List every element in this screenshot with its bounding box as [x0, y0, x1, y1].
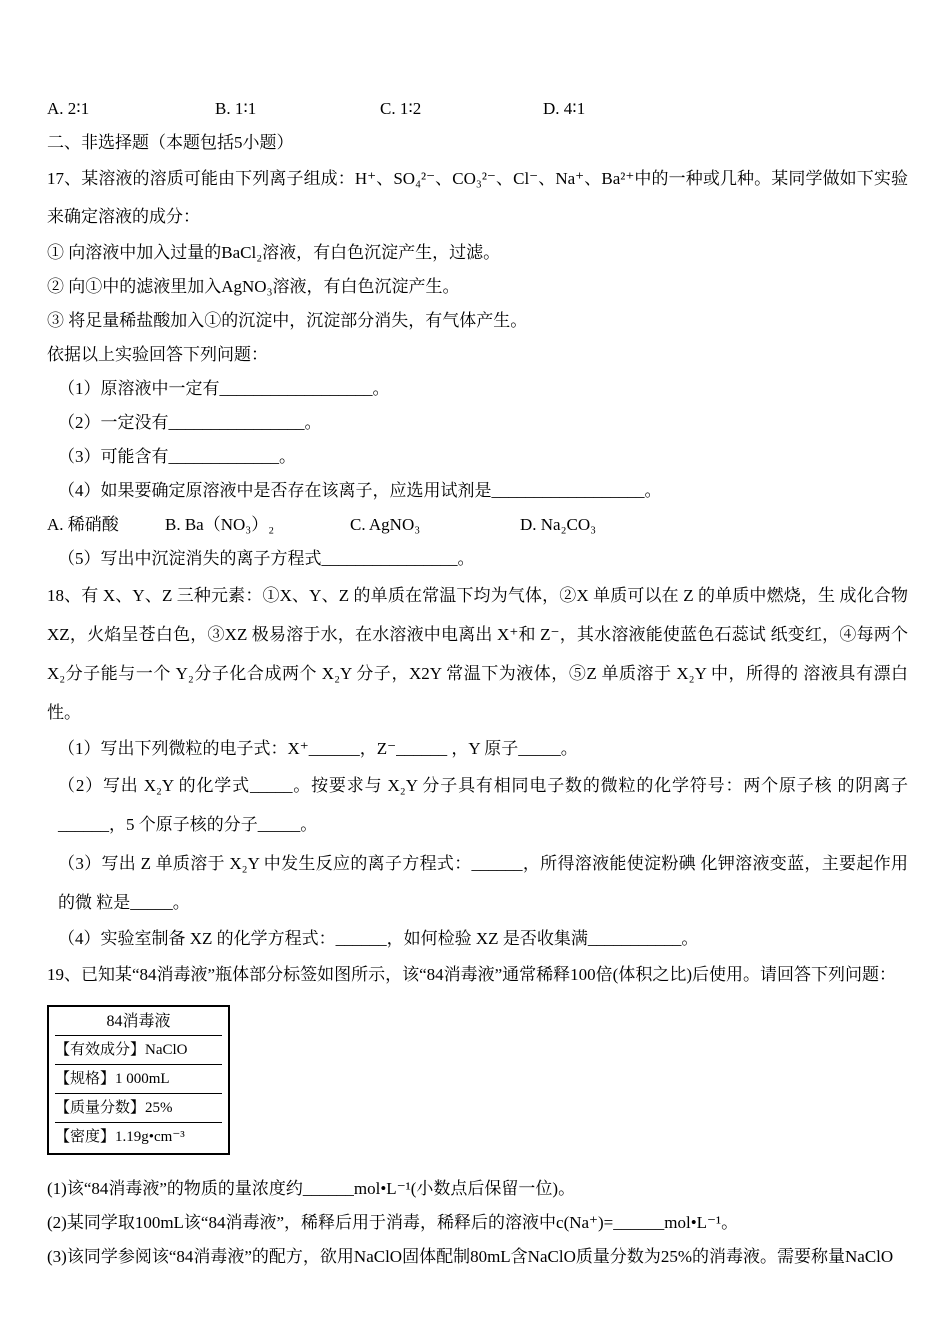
question-17-sub-4: （4）如果要确定原溶液中是否存在该离子，应选用试剂是__________________。	[58, 481, 662, 500]
mc-option-d: D. 4∶1	[543, 99, 586, 118]
question-17-sub-3: （3）可能含有_____________。	[58, 447, 296, 466]
question-17-sub-2: （2）一定没有________________。	[58, 413, 322, 432]
section-header: 二、非选择题（本题包括5小题）	[47, 133, 294, 152]
label-row-density: 【密度】1.19g•cm⁻³	[55, 1129, 185, 1145]
q17-option-a: A. 稀硝酸	[47, 515, 119, 534]
disinfectant-label-box	[47, 1005, 230, 1155]
question-19-sub-3: (3)该同学参阅该“84消毒液”的配方，欲用NaClO固体配制80mL含NaClO质量分数为25%的消毒液。需要称量NaClO	[47, 1247, 894, 1266]
q17-option-d: D. Na₂CO₃	[520, 515, 597, 534]
question-19-intro: 19、已知某“84消毒液”瓶体部分标签如图所示，该“84消毒液”通常稀释100倍(体积之比)后使用。请回答下列问题：	[47, 965, 897, 984]
question-18-sub-2: （2）写出 X₂Y 的化学式_____。按要求与 X₂Y 分子具有相同电子数的微粒的化学符号：两个原子核 的阴离子______，5 个原子核的分子_____。	[58, 776, 908, 834]
question-18-sub-1: （1）写出下列微粒的电子式：X⁺______，Z⁻______ ，Y 原子_____。	[58, 739, 578, 758]
question-17-intro: 17、某溶液的溶质可能由下列离子组成：H⁺、SO₄²⁻、CO₃²⁻、Cl⁻、Na⁺、Ba²⁺中的一种或几种。某同学做如下实验来确定溶液的成分：	[47, 169, 908, 226]
question-19-sub-2: (2)某同学取100mL该“84消毒液”，稀释后用于消毒，稀释后的溶液中c(Na⁺)=______mol•L⁻¹。	[47, 1213, 739, 1232]
question-17-sub-5: （5）写出中沉淀消失的离子方程式________________。	[58, 549, 475, 568]
label-row-volume: 【规格】1 000mL	[55, 1065, 222, 1094]
question-17-sub-1: （1）原溶液中一定有__________________。	[58, 379, 390, 398]
mc-options-row	[47, 92, 908, 126]
question-17-options-row	[47, 508, 908, 542]
mc-option-b: B. 1∶1	[215, 99, 257, 118]
label-title: 84消毒液	[55, 1008, 222, 1036]
q17-option-c: C. AgNO₃	[350, 515, 421, 534]
question-17-step-3: ③ 将足量稀盐酸加入①的沉淀中，沉淀部分消失，有气体产生。	[47, 311, 528, 330]
q17-option-b: B. Ba（NO₃）₂	[165, 515, 275, 534]
question-17-step-2: ② 向①中的滤液里加入AgNO₃溶液，有白色沉淀产生。	[47, 277, 460, 296]
label-row-mass-fraction: 【质量分数】25%	[55, 1094, 222, 1123]
question-18-sub-3: （3）写出 Z 单质溶于 X₂Y 中发生反应的离子方程式：______，所得溶液能使淀粉碘 化钾溶液变蓝，主要起作用的微 粒是_____。	[58, 854, 908, 912]
question-19-sub-1: (1)该“84消毒液”的物质的量浓度约______mol•L⁻¹(小数点后保留一位)。	[47, 1179, 576, 1198]
question-17-prompt: 依据以上实验回答下列问题：	[47, 345, 268, 364]
mc-option-a: A. 2∶1	[47, 99, 90, 118]
question-18-intro: 18、有 X、Y、Z 三种元素：①X、Y、Z 的单质在常温下均为气体，②X 单质可以在 Z 的单质中燃烧，生 成化合物 XZ，火焰呈苍白色，③XZ 极易溶于水，在水溶液中电离出 X⁺和 Z⁻，其水溶液能使蓝色石蕊试 纸变红，④每两个 X₂分子能与一个 Y₂分子化合成两个 X₂Y 分子，X2Y 常温下为液体，⑤Z 单质溶于 X₂Y 中，所得的 溶液具有漂白性。	[47, 586, 908, 722]
question-17-step-1: ① 向溶液中加入过量的BaCl₂溶液，有白色沉淀产生，过滤。	[47, 243, 501, 262]
mc-option-c: C. 1∶2	[380, 99, 422, 118]
question-18-sub-4: （4）实验室制备 XZ 的化学方程式：______，如何检验 XZ 是否收集满___________。	[58, 929, 699, 948]
label-row-active-ingredient: 【有效成分】NaClO	[55, 1036, 222, 1065]
